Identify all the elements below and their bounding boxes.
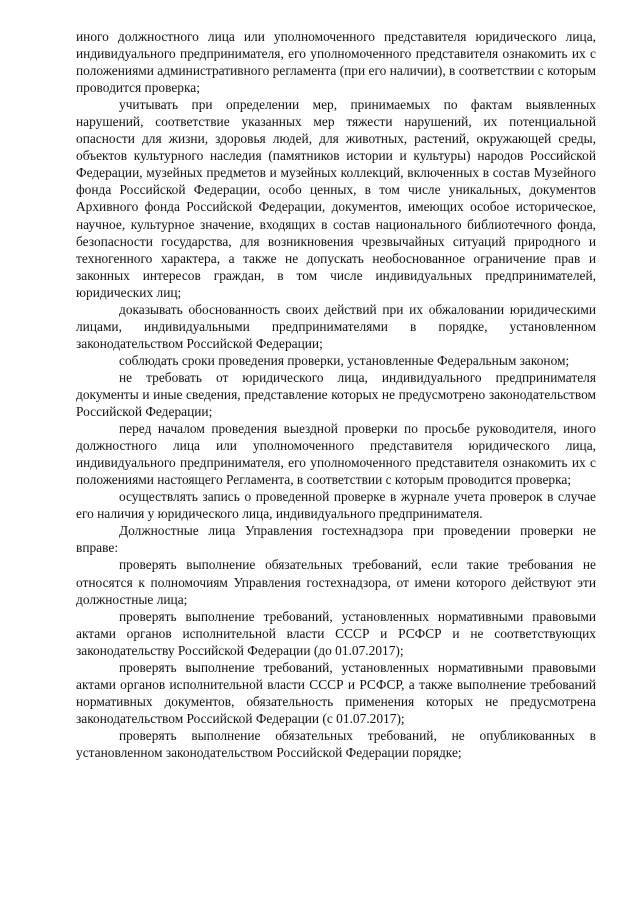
paragraph-6: перед началом проведения выездной проверки по просьбе руководителя, иного должностного лица или уполномоченного представителя юридического лица, индивидуального предпринимателя, его уполномоченного представителя ознакомить их с положениями настоящего Регламента, в соответствии с которым проводится проверка;: [76, 421, 596, 488]
paragraph-1: иного должностного лица или уполномоченного представителя юридического лица, индивидуального предпринимателя, его уполномоченного представителя ознакомить их с положениями административного регламента (при его наличии), в соответствии с которым проводится проверка;: [76, 29, 596, 96]
paragraph-4: соблюдать сроки проведения проверки, установленные Федеральным законом;: [119, 352, 570, 368]
paragraph-3: доказывать обоснованность своих действий при их обжаловании юридическими лицами, индивидуальными предпринимателями в порядке, установленном законодательством Российской Федерации;: [76, 301, 596, 351]
paragraph-5: не требовать от юридического лица, индивидуального предпринимателя документы и иные сведения, представление которых не предусмотрено законодательством Российской Федерации;: [76, 369, 596, 420]
paragraph-12: проверять выполнение обязательных требований, не опубликованных в установленном законодательством Российской Федерации порядке;: [76, 727, 596, 760]
paragraph-8: Должностные лица Управления гостехнадзора при проведении проверки не вправе:: [76, 523, 596, 556]
paragraph-9: проверять выполнение обязательных требований, если такие требования не относятся к полномочиям Управления гостехнадзора, от имени которого действуют эти должностные лица;: [76, 557, 596, 607]
document-page: [76, 28, 596, 761]
paragraph-7: осуществлять запись о проведенной проверке в журнале учета проверок в случае его наличия у юридического лица, индивидуального предпринимателя.: [76, 489, 596, 522]
paragraph-11: проверять выполнение требований, установленных нормативными правовыми актами органов исполнительной власти СССР и РСФСР, а также выполнение требований нормативных документов, обязательность применения которых не предусмотрена законодательством Российской Федерации (с 01.07.2017);: [76, 659, 596, 726]
paragraph-2: учитывать при определении мер, принимаемых по фактам выявленных нарушений, соответствие указанных мер тяжести нарушений, их потенциальной опасности для жизни, здоровья людей, для животных, растений, окружающей среды, объектов культурного наследия (памятников истории и культуры) народов Российской Федерации, музейных предметов и музейных коллекций, включенных в состав Музейного фонда Российской Федерации, особо ценных, в том числе уникальных, документов Архивного фонда Российской Федерации, документов, имеющих особое историческое, научное, культурное значение, входящих в состав национального библиотечного фонда, безопасности государства, для возникновения чрезвычайных ситуаций природного и техногенного характера, а также не допускать необоснованное ограничение прав и законных интересов граждан, в том числе индивидуальных предпринимателей, юридических лиц;: [76, 97, 596, 300]
paragraph-10: проверять выполнение требований, установленных нормативными правовыми актами органов исполнительной власти СССР и РСФСР и не соответствующих законодательству Российской Федерации (до 01.07.2017);: [76, 608, 596, 658]
